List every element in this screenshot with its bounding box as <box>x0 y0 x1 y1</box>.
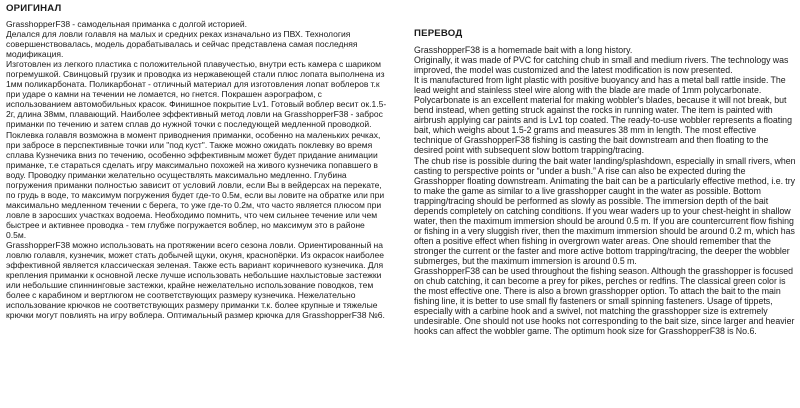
original-paragraph: Изготовлен из легкого пластика с положительной плавучестью, внутри есть камера с шариком погремушкой. Свинцовый грузик и проводка из нержавеющей стали плюс лопата выполнена из 1мм поликарбоната. Поликарбонат - отличный материал для изготовления лопат воблеров т.к при ударе о камни на течении не ломается, но гнется. Покрашен аэрографом, с использованием автомобильных красок. Финишное покрытие Lv1. Готовый воблер весит ок.1.5-2г, длина 38мм, плавающий. Наиболее эффективный метод ловли на GrasshopperF38 - заброс приманки по течению и затем сплав до нужной точки с последующей медленной проводкой. <box>6 59 387 130</box>
translation-paragraph: It is manufactured from light plastic with positive buoyancy and has a metal ball rattle inside. The lead weight and stainless steel wire along with the blade are made of 1mm polycarbonate. Polycarbonate is an excellent material for making wobbler's blades, because it will not break, but bend instead, when getting struck against the rocks in running water. The item is painted with airbrush applying car paints and is Lv1 top coated. The ready-to-use wobbler represents a floating bait, which weighs about 1.5-2 grams and measures 38 mm in length. The most effective technique of GrasshopperF38 fishing is casting the bait downstream and then floating to the desired point with subsequent slow bottom trapping/tracing. <box>414 75 792 156</box>
original-paragraph: GrasshopperF38 - самодельная приманка с долгой историей. <box>6 19 248 29</box>
translation-paragraph: GrasshopperF38 can be used throughout the fishing season. Although the grasshopper is focused on chub catching, it can become a prey for pikes, perches or redfins. The classical green color is the most effective one. There is also a brown grasshopper option. To attach the bait to the main fishing line, it is better to use small fly fasteners or small spinning fasteners. Usage of tippets, especially with a carbine hook and a swivel, not matching the grasshopper size is extremely undesirable. One should not use hooks not corresponding to the bait size, since larger and heavier hooks can affect the wobbler game. The optimum hook size for GrasshopperF38 is No.6. <box>414 266 795 337</box>
translation-paragraph: Originally, it was made of PVC for catching chub in small and medium rivers. The technology was improved, the model was customized and the latest modification is now presented. <box>414 55 789 76</box>
original-paragraph: GrasshopperF38 можно использовать на протяжении всего сезона ловли. Ориентированный на ловлю голавля, кузнечик, может стать добычей щуки, окуня, краснопёрки. Из окрасок наиболее эффективной является классическая зеленая. Также есть вариант коричневого кузнечика. Для крепления приманки к основной леске лучше использовать небольшие нахлыстовые застежки или небольшие спиннинговые застежки, крайне нежелательно использование поводков, тем более с карабином и вертлюгом не соответствующих размеру кузнечика. Нежелательно использование крючков не соответствующих размеру приманки т.к. более крупные и тяжелые крючки могут повлиять на игру воблера. Оптимальный размер крючка для GrasshopperF38 №6. <box>6 240 385 321</box>
translation-heading: ПЕРЕВОД <box>414 28 463 39</box>
translation-paragraph: GrasshopperF38 is a homemade bait with a long history. <box>414 45 633 55</box>
original-paragraph: Поклевка голавля возможна в момент приводнения приманки, особенно на маленьких речках, при забросе в перспективные точки или "под куст". Также можно ожидать поклевку во время сплава Кузнечика вниз по течению, особенно эффективным может будет придание анимации приманке, т.е стараться сделать игру максимально похожей на живого кузнечика попавшего в воду. Проводку приманки желательно осуществлять максимально медленно. Глубина погружения приманки полностью зависит от условий ловли, если Вы в вейдерсах на перекате, по грудь в воде, то максимум погружения будет где-то 0.5м, если вы ловите на обратке или при максимально медленном течении с берега, то уже где-то 0.2м, что часто является плюсом при ловле в заросших участках водоема. Необходимо помнить, что чем сильнее течение или чем быстрее и активнее проводка - тем глубже погружается воблер, но максимум это в районе 0.5м. <box>6 129 385 240</box>
translation-column <box>414 0 796 408</box>
original-heading: ОРИГИНАЛ <box>6 3 62 14</box>
translation-paragraph: The chub rise is possible during the bait water landing/splashdown, especially in small rivers, when casting to perspective points or “under a bush.” A rise can also be expected during the Grasshopper floating downstream. Animating the bait can be a particularly effective method, i.e. try to make the game as similar to a live grasshopper caught in the water as possible. Bottom trapping/tracing should be performed as slowly as possible. The immersion depth of the bait depends completely on catching conditions. If you wear waders up to your chest-height in shallow water, then the maximum immersion should be around 0.5 m. If you are countercurrent flow fishing or fishing in a very sluggish river, then the maximum immersion should be around 0.2 m, which has often a positive effect when fishing in overgrown water areas. One should remember that the stronger the current or the faster and more active bottom trapping/tracing, the deeper the wobbler submerges, but the maximum immersion is around 0.5 m. <box>414 155 796 266</box>
original-paragraph: Делался для ловли голавля на малых и средних реках изначально из ПВХ. Технология совершенствовалась, модель дорабатывалась и сейчас представлена самая последняя модификация. <box>6 29 358 60</box>
original-column <box>6 0 387 408</box>
